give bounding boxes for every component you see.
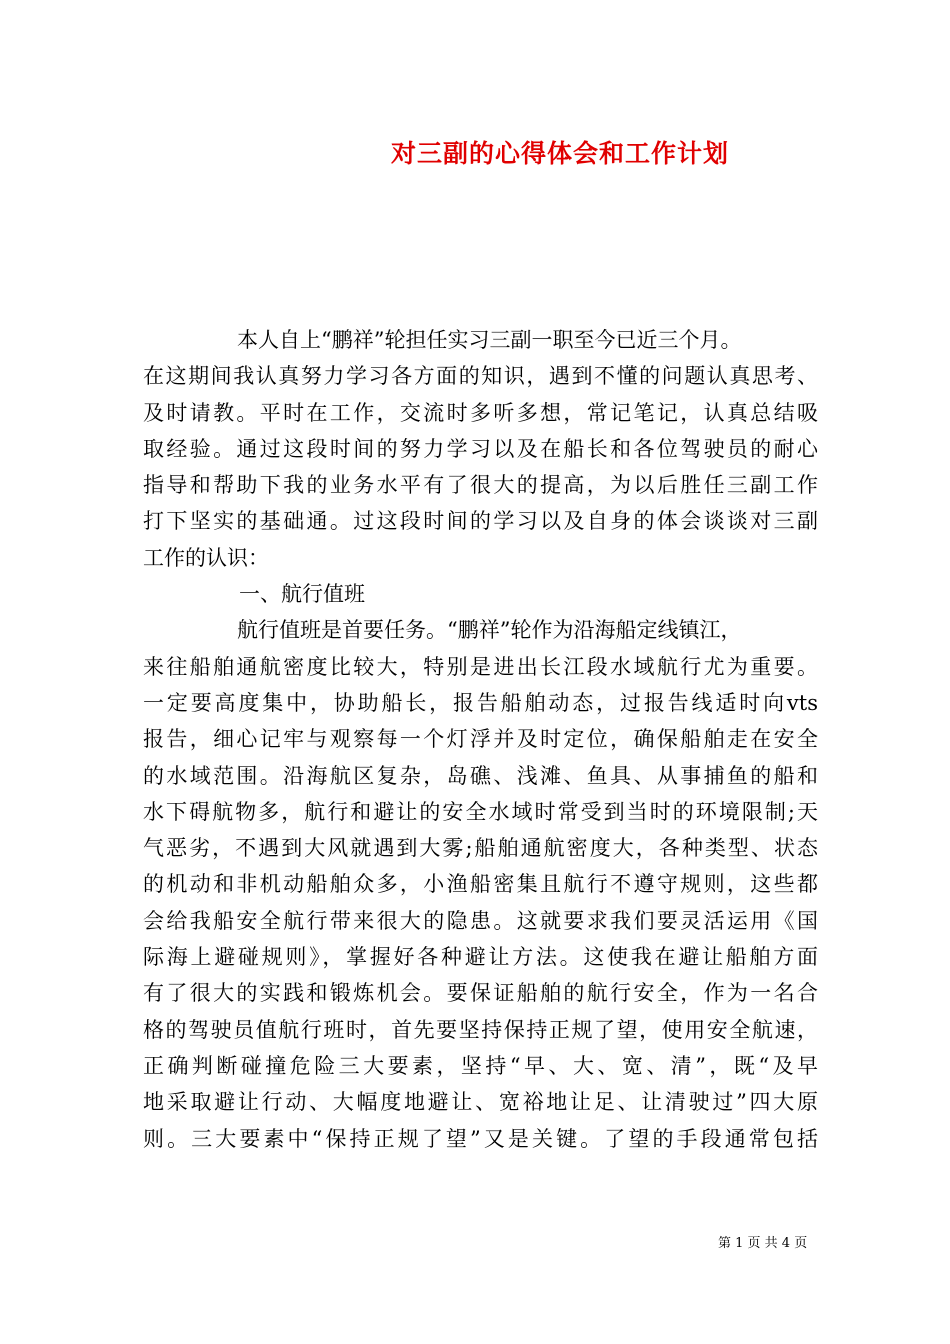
text-line: 本人自上“鹏祥”轮担任实习三副一职至今已近三个月。 bbox=[237, 328, 742, 352]
page-number: 第 1 页 共 4 页 bbox=[718, 1236, 808, 1251]
text-line: 的机动和非机动船舶众多，小渔船密集且航行不遵守规则，这些都 bbox=[143, 872, 818, 897]
text-line: 一定要高度集中，协助船长，报告船舶动态，过报告线适时向vts bbox=[143, 690, 818, 715]
text-line: 格的驾驶员值航行班时，首先要坚持保持正规了望，使用安全航速， bbox=[143, 1017, 818, 1042]
text-line: 工作的认识： bbox=[143, 545, 269, 570]
text-line: 地采取避让行动、大幅度地避让、宽裕地让足、让清驶过”四大原 bbox=[143, 1090, 818, 1115]
text-line: 有了很大的实践和锻炼机会。要保证船舶的航行安全，作为一名合 bbox=[143, 981, 818, 1006]
text-line: 际海上避碰规则》，掌握好各种避让方法。这使我在避让船舶方面 bbox=[143, 945, 818, 970]
text-line: 在这期间我认真努力学习各方面的知识，遇到不懂的问题认真思考、 bbox=[143, 364, 818, 389]
text-line: 的水域范围。沿海航区复杂，岛礁、浅滩、鱼具、从事捕鱼的船和 bbox=[143, 763, 818, 788]
document-title: 对三副的心得体会和工作计划 bbox=[391, 139, 730, 168]
text-line: 会给我船安全航行带来很大的隐患。这就要求我们要灵活运用《国 bbox=[143, 908, 818, 933]
text-line: 报告，细心记牢与观察每一个灯浮并及时定位，确保船舶走在安全 bbox=[143, 727, 818, 752]
text-line: 航行值班是首要任务。“鹏祥”轮作为沿海船定线镇江， bbox=[237, 618, 742, 643]
text-line: 及时请教。平时在工作，交流时多听多想，常记笔记，认真总结吸 bbox=[143, 400, 818, 425]
document-body bbox=[143, 322, 818, 1157]
text-line: 指导和帮助下我的业务水平有了很大的提高，为以后胜任三副工作 bbox=[143, 473, 818, 498]
text-line: 正确判断碰撞危险三大要素，坚持“早、大、宽、清”，既“及早 bbox=[143, 1053, 818, 1078]
text-line: 来往船舶通航密度比较大，特别是进出长江段水域航行尤为重要。 bbox=[143, 654, 818, 679]
text-line: 则。三大要素中“保持正规了望”又是关键。了望的手段通常包括 bbox=[143, 1126, 818, 1151]
text-line: 气恶劣，不遇到大风就遇到大雾;船舶通航密度大，各种类型、状态 bbox=[143, 836, 818, 861]
text-line: 水下碍航物多，航行和避让的安全水域时常受到当时的环境限制;天 bbox=[143, 799, 818, 824]
section-heading: 一、航行值班 bbox=[239, 582, 365, 607]
text-line: 取经验。通过这段时间的努力学习以及在船长和各位驾驶员的耐心 bbox=[143, 436, 818, 461]
text-line: 打下坚实的基础通。过这段时间的学习以及自身的体会谈谈对三副 bbox=[143, 509, 818, 534]
